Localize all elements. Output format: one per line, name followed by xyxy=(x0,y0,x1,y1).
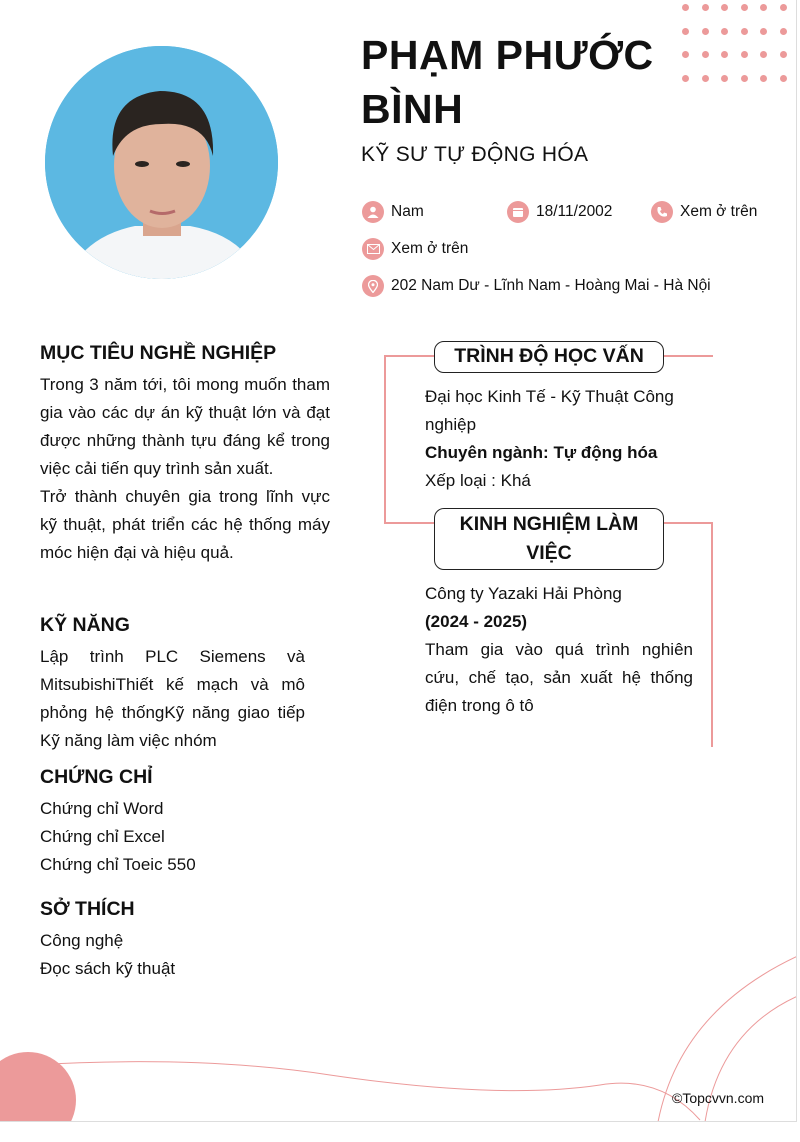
skills-text: Lập trình PLC Siemens và MitsubishiThiết kế mạch và mô phỏng hệ thốngKỹ năng giao tiếp Kỹ năng làm việc nhóm xyxy=(40,647,305,750)
education-heading: TRÌNH ĐỘ HỌC VẤN xyxy=(434,341,664,373)
hobby-item: Đọc sách kỹ thuật xyxy=(40,959,176,978)
certificates-list xyxy=(40,795,320,879)
skills-heading: KỸ NĂNG xyxy=(40,614,130,636)
experience-description: Tham gia vào quá trình nghiên cứu, chế tạo, sản xuất hệ thống điện trong ô tô xyxy=(425,640,693,715)
job-title: KỸ SƯ TỰ ĐỘNG HÓA xyxy=(361,143,589,166)
experience-period: (2024 - 2025) xyxy=(425,612,528,631)
certificate-item: Chứng chỉ Word xyxy=(40,799,164,818)
contact-phone xyxy=(651,201,757,223)
objective-paragraph: Trở thành chuyên gia trong lĩnh vực kỹ thuật, phát triển các hệ thống máy móc hiện đại và hiệu quả. xyxy=(40,487,330,562)
email-text: Xem ở trên xyxy=(391,240,469,257)
decorative-dots xyxy=(682,4,792,82)
objective-heading: MỤC TIÊU NGHỀ NGHIỆP xyxy=(40,342,277,364)
footer-credit: ©Topcvvn.com xyxy=(672,1090,765,1106)
user-icon xyxy=(362,201,384,223)
education-grade: Xếp loại : Khá xyxy=(425,471,531,490)
gender-text: Nam xyxy=(391,203,424,220)
connector-line xyxy=(384,355,386,524)
certificate-item: Chứng chỉ Toeic 550 xyxy=(40,855,196,874)
profile-photo xyxy=(45,46,278,279)
address-text: 202 Nam Dư - Lĩnh Nam - Hoàng Mai - Hà Nội xyxy=(391,277,711,294)
phone-icon xyxy=(651,201,673,223)
location-pin-icon xyxy=(362,275,384,297)
connector-line xyxy=(662,355,713,357)
certificate-item: Chứng chỉ Excel xyxy=(40,827,165,846)
experience-heading: KINH NGHIỆM LÀM VIỆC xyxy=(434,508,664,570)
contact-gender xyxy=(362,201,424,223)
education-major: Chuyên ngành: Tự động hóa xyxy=(425,443,658,462)
objective-text xyxy=(40,371,330,567)
hobby-item: Công nghệ xyxy=(40,931,124,950)
education-school: Đại học Kinh Tế - Kỹ Thuật Công nghiệp xyxy=(425,387,674,434)
connector-line xyxy=(662,522,713,524)
connector-line xyxy=(711,522,713,747)
email-icon xyxy=(362,238,384,260)
contact-email xyxy=(362,238,468,260)
education-details xyxy=(425,383,695,495)
connector-line xyxy=(384,522,436,524)
contact-address xyxy=(362,275,711,297)
candidate-name: PHẠM PHƯỚC BÌNH xyxy=(361,32,654,132)
experience-company: Công ty Yazaki Hải Phòng xyxy=(425,584,622,603)
hobbies-heading: SỞ THÍCH xyxy=(40,898,135,920)
experience-details xyxy=(425,580,693,720)
calendar-icon xyxy=(507,201,529,223)
objective-paragraph: Trong 3 năm tới, tôi mong muốn tham gia vào các dự án kỹ thuật lớn và đạt được những thành tựu đáng kể trong việc cải tiến quy trình sản xuất. xyxy=(40,375,330,478)
birthday-text: 18/11/2002 xyxy=(536,203,613,220)
certificates-heading: CHỨNG CHỈ xyxy=(40,766,153,788)
phone-text: Xem ở trên xyxy=(680,203,758,220)
connector-line xyxy=(384,355,436,357)
contact-birthday xyxy=(507,201,612,223)
